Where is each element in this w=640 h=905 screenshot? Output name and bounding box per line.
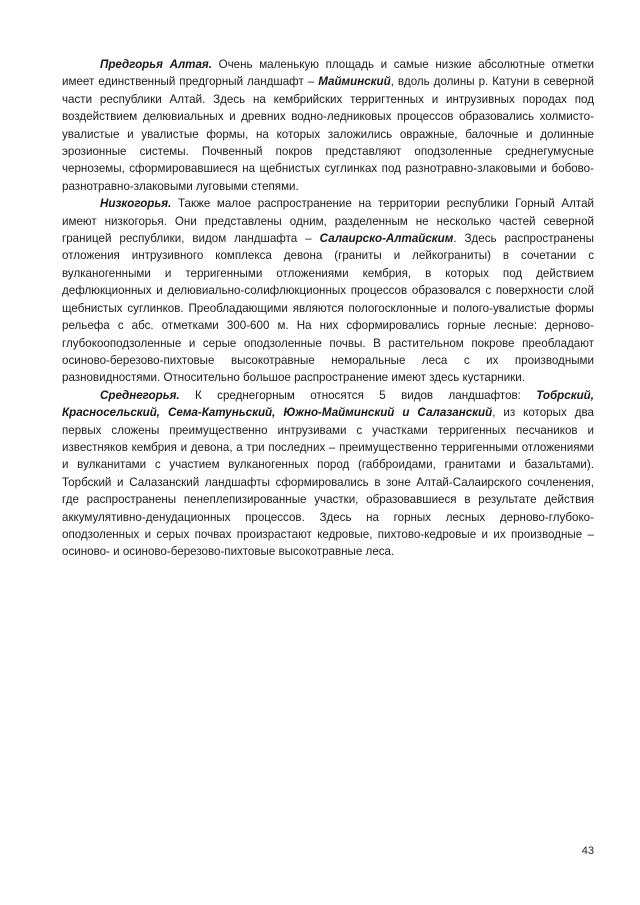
landscape-names: Тобрский, Красносельский, Сема-Катуньский, Южно-Майминский и Салазанский [62, 388, 594, 420]
text-segment: , из которых два первых сложены преимущественно интрузивами с участками терригенных песчаников и известняков кембрия и девона, а три последних – преимущественно терригенными отложениями и вулканитами с участием вулканогенных пород (габброидами, гранитами и базальтами). Торбский и Салазанский ландшафты сформировались в зоне Алтай-Салаирского сочленения, где распространены пенеплепизированные участки, образовавшиеся в результате действия аккумулятивно-денудационных процессов. Здесь на горных лесных дерново-глубоко-оподзоленных и серых почвах произрастают кедровые, пихтово-кедровые и их производные – осиново- и осиново-березово-пихтовые высокотравные леса. [62, 406, 594, 559]
text-segment: Также малое распространение на территории республики Горный Алтай имеют низкогорья. Они представлены одним, разделенным не несколько частей северной границей республики, видом ландшафта – [62, 197, 594, 246]
paragraph-foothills [62, 56, 594, 195]
heading-foothills: Предгорья Алтая. [100, 58, 212, 71]
landscape-name: Майминский [318, 75, 391, 89]
heading-midlands: Среднегорья. [100, 388, 180, 402]
text-segment: Очень маленькую площадь и самые низкие абсолютные отметки имеет единственный предгорный ландшафт – [62, 58, 595, 89]
paragraph-midlands [62, 387, 594, 561]
body-text [62, 56, 594, 561]
text-segment: , вдоль долины р. Катуни в северной части республики Алтай. Здесь на кембрийских терригтенных и интрузивных породах под воздействием делювиальных и древних водно-ледниковых процессов образовались холмисто-увалистые и увалистые формы, на которых заложились овражные, балочные и долинные эрозионные системы. Почвенный покров представляют оподзоленные среднегумусные черноземы, сформировавшиеся на щебнистых суглинках под разнотравно-злаковыми и бобово-разнотравно-злаковыми луговыми степями. [62, 75, 594, 193]
heading-lowlands: Низкогорья. [100, 197, 172, 211]
text-segment: К среднегорным относятся 5 видов ландшафтов: [195, 388, 537, 402]
page-number: 43 [581, 845, 594, 857]
text-segment: . Здесь распространены отложения интрузивного комплекса девона (граниты и лейкограниты) в сочетании с вулканогенными и терригенными отложениями кембрия, в которых под действием дефлюкционных и делювиально-солифлюкционных процессов образовался с поверхности слой щебнистых суглинков. Преобладающими являются пологосклонные и полого-увалистые формы рельефа с абс. отметками 300-600 м. На них сформировались горные лесные: дерново-глубокооподзоленные и серые оподзоленные почвы. В растительном покрове преобладают осиново-березово-пихтовые высокотравные неморальные леса с их производными разновидностями. Относительно большое распространение имеют здесь кустарники. [62, 232, 594, 385]
landscape-name: Салаирско-Алтайским [319, 232, 454, 246]
paragraph-lowlands [62, 195, 594, 386]
